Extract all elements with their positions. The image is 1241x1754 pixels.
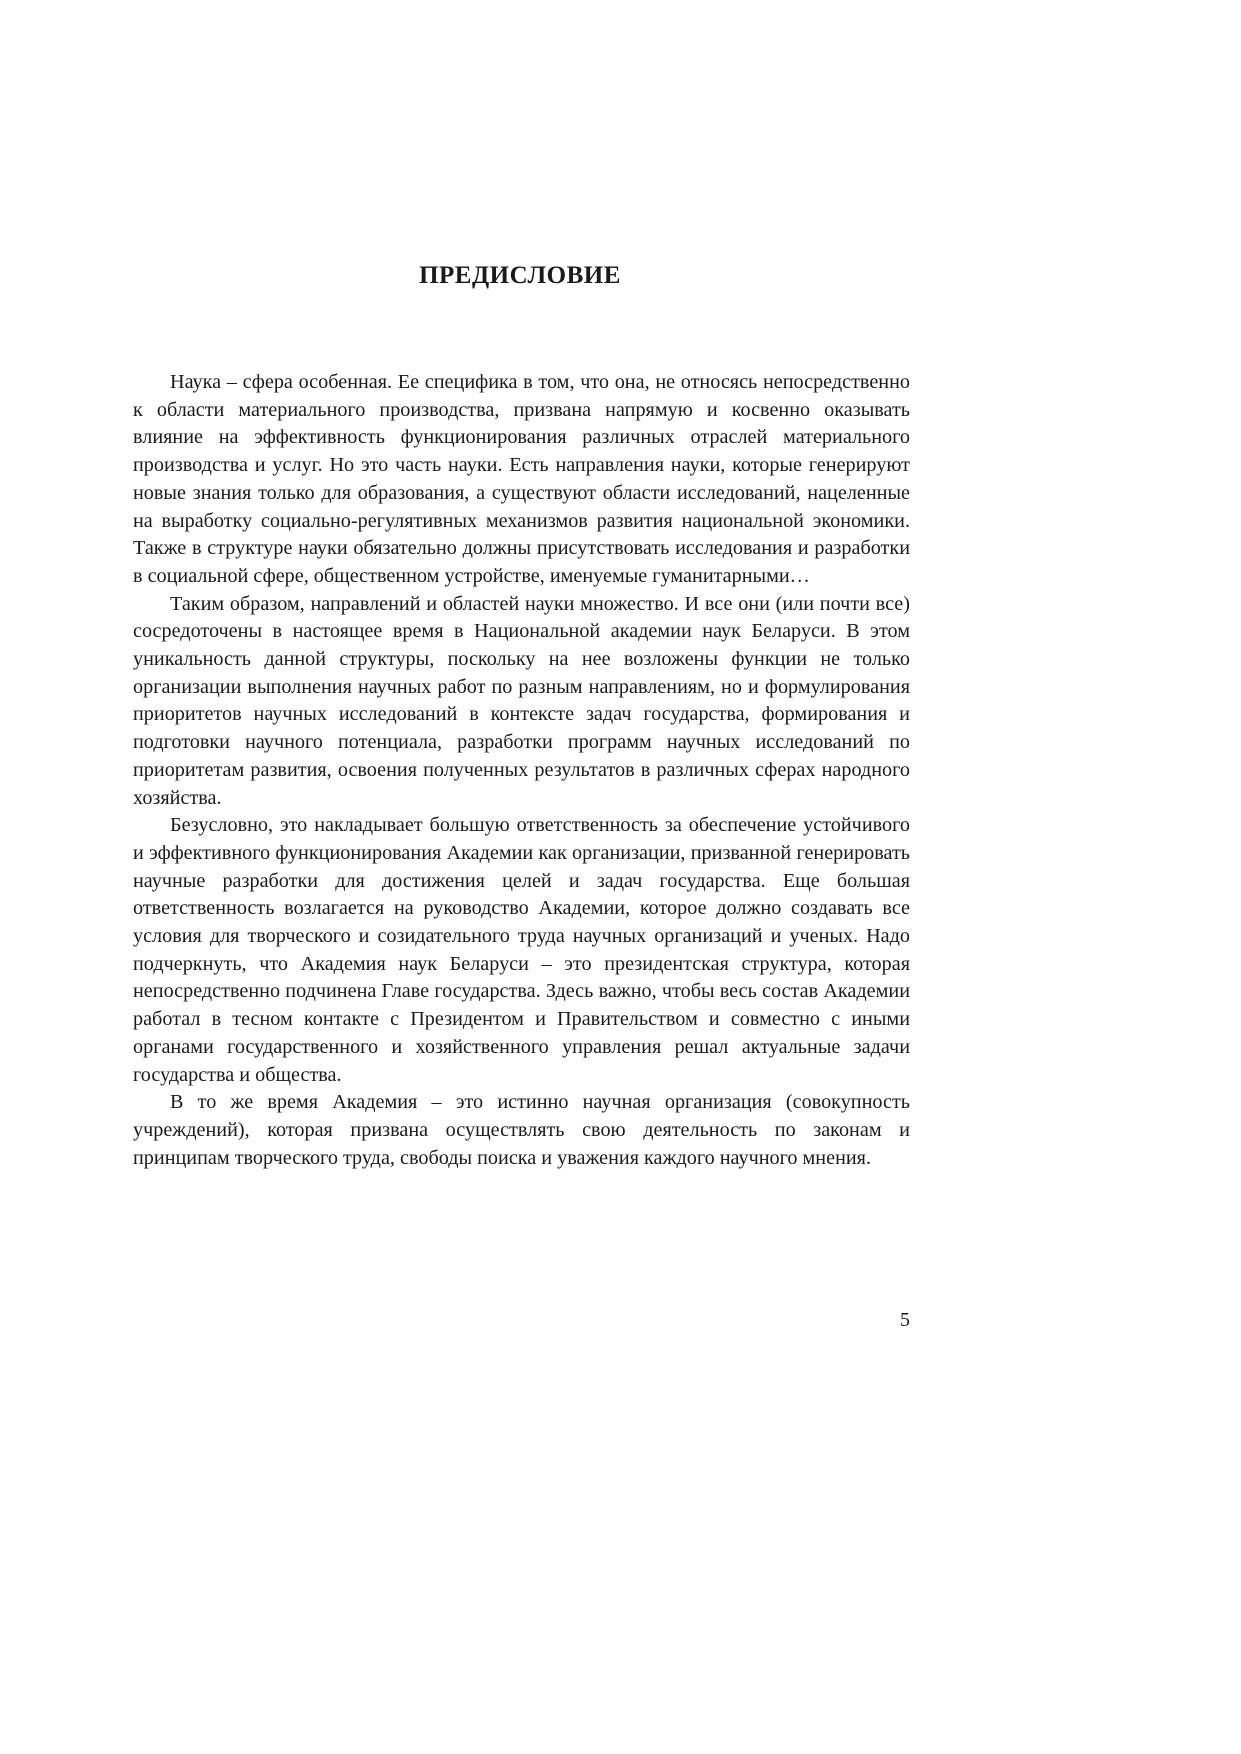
paragraph-4: В то же время Академия – это истинно научная организация (совокупность учреждений), которая призвана осуществлять свою деятельность по законам и принципам творческого труда, свободы поиска и уважения каждого научного мнения. <box>133 1091 910 1169</box>
paragraph-1: Наука – сфера особенная. Ее специфика в том, что она, не относясь непосредственно к области материального производства, призвана напрямую и косвенно оказывать влияние на эффективность функционирования различных отраслей материального производства и услуг. Но это часть науки. Есть направления науки, которые генерируют новые знания только для образования, а существуют области исследований, нацеленные на выработку социально-регулятивных механизмов развития национальной экономики. Также в структуре науки обязательно должны присутствовать исследования и разработки в социальной сфере, общественном устройстве, именуемые гуманитарными… <box>133 371 910 587</box>
paragraph-2: Таким образом, направлений и областей науки множество. И все они (или почти все) сосредоточены в настоящее время в Национальной академии наук Беларуси. В этом уникальность данной структуры, поскольку на нее возложены функции не только организации выполнения научных работ по разным направлениям, но и формулирования приоритетов научных исследований в контексте задач государства, формирования и подготовки научного потенциала, разработки программ научных исследований по приоритетам развития, освоения полученных результатов в различных сферах народного хозяйства. <box>133 592 910 809</box>
body-text <box>133 369 910 1172</box>
page-number: 5 <box>900 1309 910 1331</box>
paragraph-3: Безусловно, это накладывает большую ответственность за обеспечение устойчивого и эффективного функционирования Академии как организации, призванной генерировать научные разработки для достижения целей и задач государства. Еще большая ответственность возлагается на руководство Академии, которое должно создавать все условия для творческого и созидательного труда научных организаций и ученых. Надо подчеркнуть, что Академия наук Беларуси – это президентская структура, которая непосредственно подчинена Главе государства. Здесь важно, чтобы весь состав Академии работал в тесном контакте с Президентом и Правительством и совместно с иными органами государственного и хозяйственного управления решал актуальные задачи государства и общества. <box>133 814 910 1086</box>
page-title: ПРЕДИСЛОВИЕ <box>419 262 621 289</box>
